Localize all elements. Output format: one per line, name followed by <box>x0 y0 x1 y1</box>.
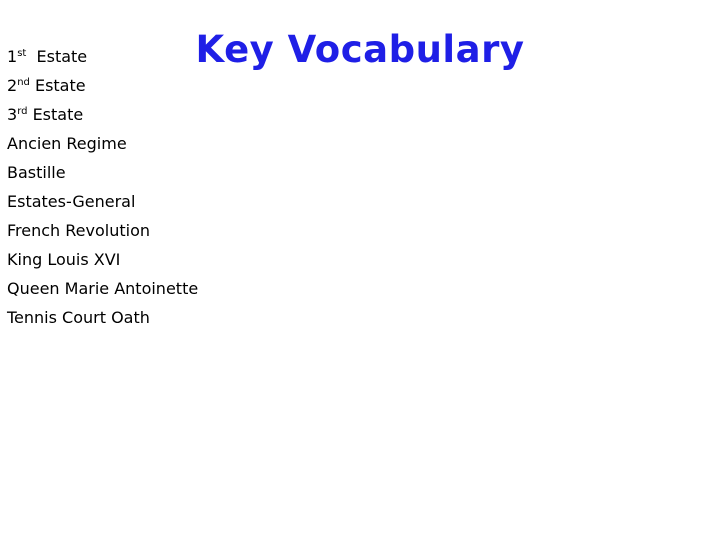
ordinal-suffix: rd <box>17 106 28 117</box>
vocabulary-list <box>7 45 198 335</box>
vocabulary-item-2nd-estate <box>7 74 198 103</box>
ordinal-number: 2 <box>7 76 18 95</box>
vocabulary-term: Estate <box>29 76 86 95</box>
ordinal-number: 3 <box>7 105 18 124</box>
slide-title: Key Vocabulary <box>195 27 525 71</box>
vocabulary-item-king-louis-xvi: King Louis XVI <box>7 250 121 269</box>
vocabulary-term: Estate <box>26 47 88 66</box>
vocabulary-item-bastille: Bastille <box>7 163 66 182</box>
vocabulary-item-1st-estate <box>7 45 198 74</box>
vocabulary-item-estates-general: Estates-General <box>7 192 136 211</box>
vocabulary-item-ancien-regime: Ancien Regime <box>7 134 127 153</box>
ordinal-number: 1 <box>7 47 18 66</box>
ordinal-suffix: st <box>17 48 27 59</box>
vocabulary-term: Estate <box>27 105 84 124</box>
vocabulary-item-queen-marie-antoinette: Queen Marie Antoinette <box>7 279 199 298</box>
ordinal-suffix: nd <box>17 77 30 88</box>
vocabulary-item-french-revolution: French Revolution <box>7 221 151 240</box>
vocabulary-item-3rd-estate <box>7 103 198 132</box>
vocabulary-item-tennis-court-oath: Tennis Court Oath <box>7 308 150 327</box>
